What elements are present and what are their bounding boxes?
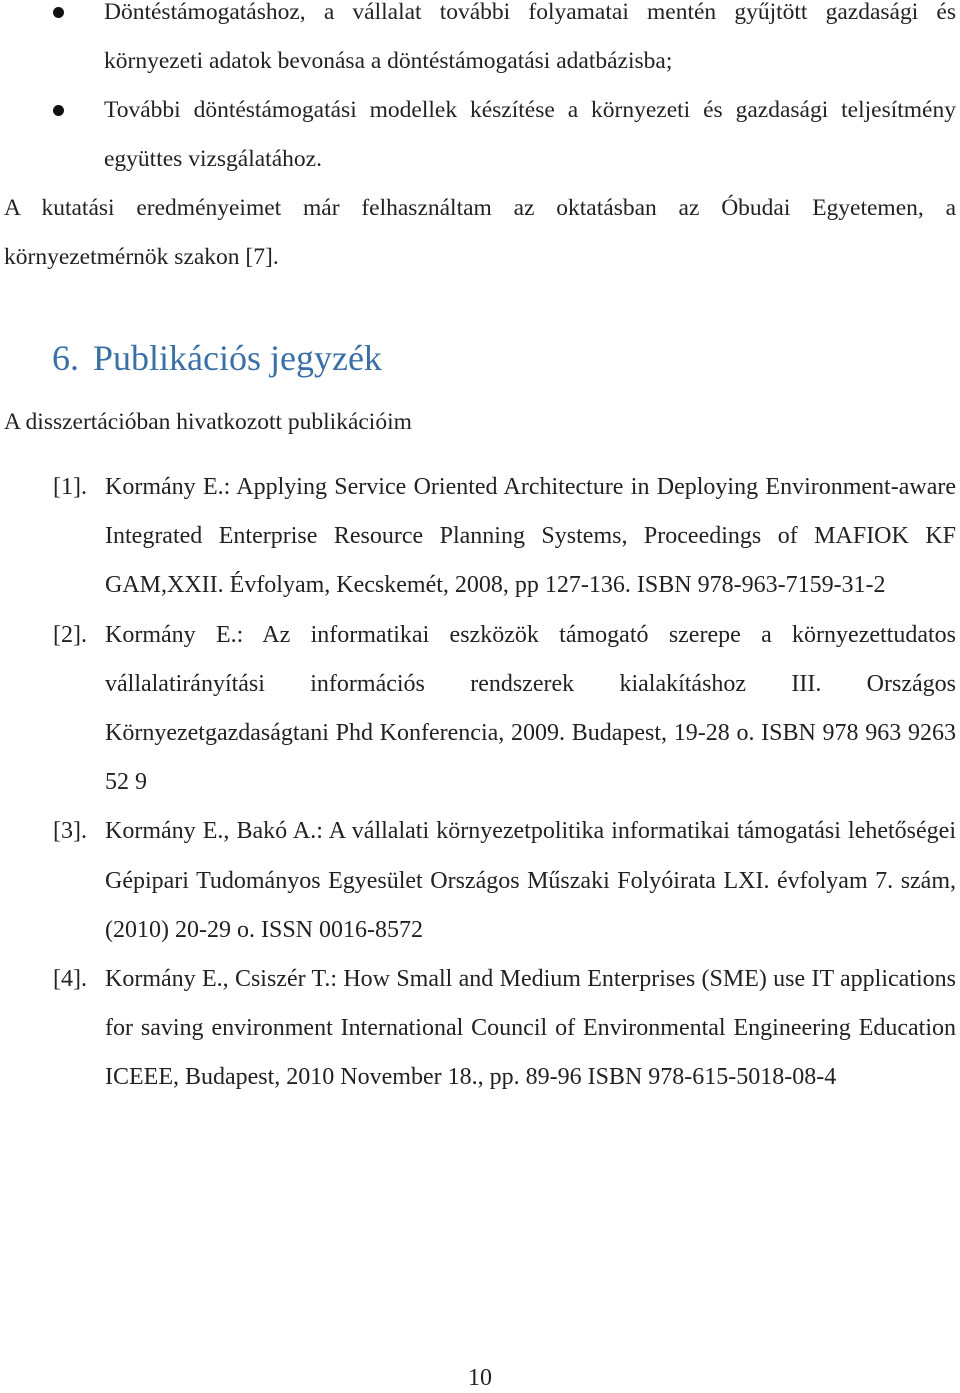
reference-item [0,955,960,1103]
section-heading [52,333,382,383]
bullet-icon [53,105,64,116]
reference-list [0,463,960,1103]
list-item [0,86,960,184]
reference-label: [2]. [53,621,87,648]
reference-text: Kormány E., Bakó A.: A vállalati környezetpolitika informatikai támogatási lehetőségei Gépipari Tudományos Egyesület Országos Műszaki Folyóirata LXI. évfolyam 7. szám, (2010) 20-29 o. ISSN 0016-8572 [105,818,956,943]
reference-label: [4]. [53,966,87,993]
page-number: 10 [468,1365,492,1391]
bullet-text: További döntéstámogatási modellek készítése a környezeti és gazdasági teljesítmény együttes vizsgálatához. [104,97,956,172]
reference-text: Kormány E.: Applying Service Oriented Architecture in Deploying Environment-aware Integrated Enterprise Resource Planning Systems, Proceedings of MAFIOK KF GAM,XXII. Évfolyam, Kecskemét, 2008, pp 127-136. ISBN 978-963-7159-31-2 [105,474,956,599]
reference-label: [3]. [53,818,87,845]
section-subtitle: A disszertációban hivatkozott publikációim [4,409,412,435]
bullet-text: Döntéstámogatáshoz, a vállalat további folyamatai mentén gyűjtött gazdasági és környezeti adatok bevonása a döntéstámogatási adatbázisba; [104,0,956,74]
reference-item [0,611,960,808]
reference-item [0,807,960,955]
section-title: Publikációs jegyzék [93,338,382,378]
section-number: 6. [52,338,79,378]
body-paragraph: A kutatási eredményeimet már felhasználtam az oktatásban az Óbudai Egyetemen, a környezetmérnök szakon [7]. [4,195,956,270]
list-item [0,0,960,86]
reference-text: Kormány E., Csiszér T.: How Small and Medium Enterprises (SME) use IT applications for saving environment International Council of Environmental Engineering Education ICEEE, Budapest, 2010 November 18., pp. 89-96 ISBN 978-615-5018-08-4 [105,966,956,1091]
reference-item [0,463,960,611]
reference-text: Kormány E.: Az informatikai eszközök támogató szerepe a környezettudatos vállalatirányítási információs rendszerek kialakításhoz III. Országos Környezetgazdaságtani Phd Konferencia, 2009. Budapest, 19-28 o. ISBN 978 963 9263 52 9 [105,621,956,796]
bullet-icon [53,7,64,18]
bullet-list [0,0,960,184]
reference-label: [1]. [53,474,87,500]
